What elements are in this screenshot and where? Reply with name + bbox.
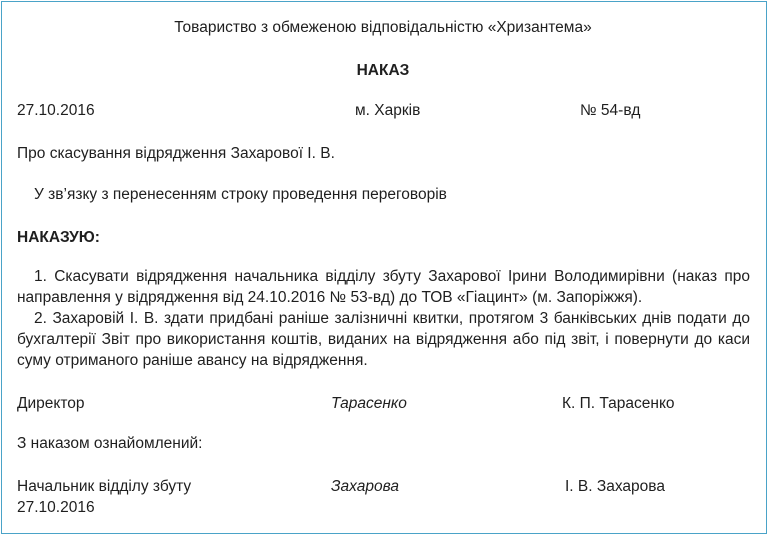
order-subject: Про скасування відрядження Захарової І. В. [17,145,335,162]
company-name: Товариство з обмеженою відповідальністю «Хризантема» [174,19,592,36]
order-item: 1. Скасувати відрядження начальника відділу збуту Захарової Ірини Володимирівни (наказ про направлення у відрядження від 24.10.2016 № 53-вд) до ТОВ «Гіацинт» (м. Запоріжжя). [17,268,750,306]
acknowledged-label: З наказом ознайомлений: [17,435,203,452]
order-city: м. Харків [355,102,421,119]
employee-title: Начальник відділу збуту [17,478,192,495]
order-reason: У зв’язку з перенесенням строку проведення переговорів [34,186,447,203]
order-item: 2. Захаровій І. В. здати придбані раніше залізничні квитки, протягом 3 банківських днів подати до бухгалтерії Звіт про використання коштів, виданих на відрядження або під звіт, і повернути до каси суму отриманого раніше авансу на відрядження. [17,310,750,369]
employee-name: І. В. Захарова [565,478,665,495]
order-word: НАКАЗУЮ: [17,229,100,246]
employee-signature: Захарова [331,478,399,495]
director-title: Директор [17,395,85,412]
order-number: № 54-вд [580,102,641,119]
order-date: 27.10.2016 [17,102,95,119]
employee-ack-date: 27.10.2016 [17,499,95,516]
director-signature: Тарасенко [331,395,407,412]
document-type: НАКАЗ [356,62,410,79]
order-items [17,266,750,371]
director-name: К. П. Тарасенко [562,395,675,412]
